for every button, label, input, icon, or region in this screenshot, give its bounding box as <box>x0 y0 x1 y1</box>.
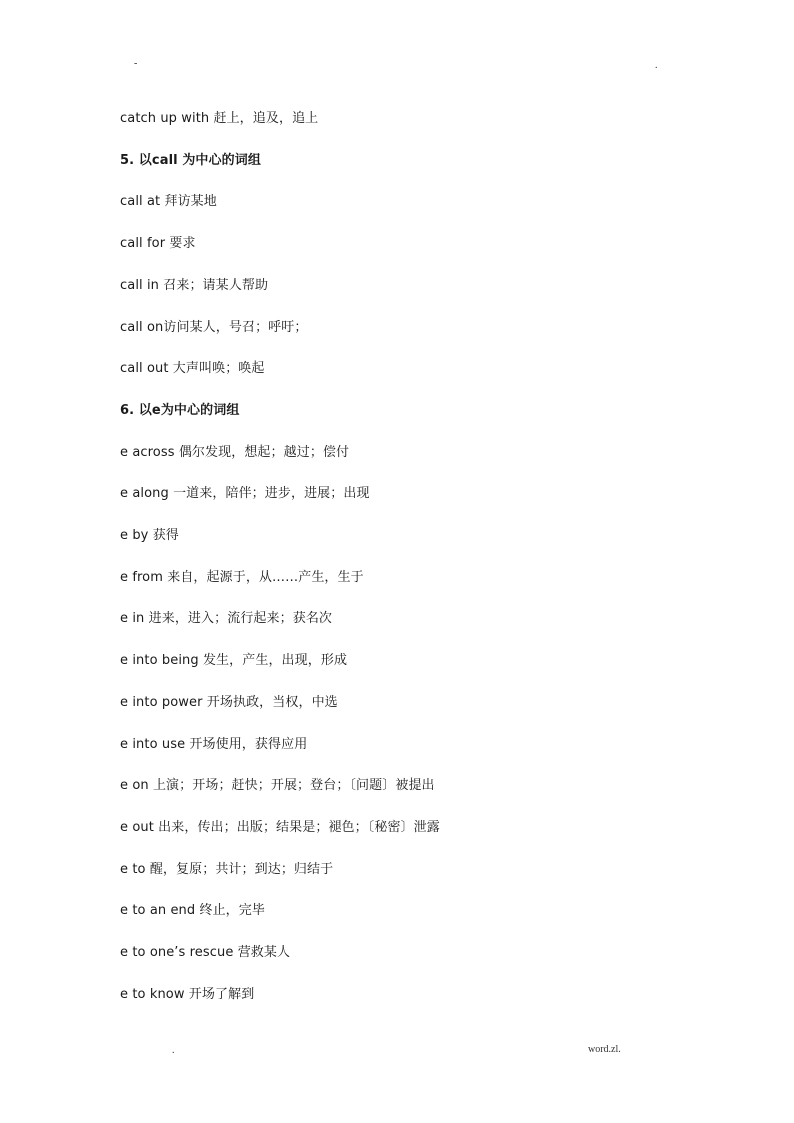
phrase-entry: call for 要求 <box>120 236 196 252</box>
phrase-entry: call on访问某人，号召；呼吁； <box>120 319 308 335</box>
phrase-entry: e along 一道来，陪伴；进步，进展；出现 <box>120 486 370 502</box>
phrase-entry: call in 召来；请某人帮助 <box>120 277 269 293</box>
phrase-entry: e into being 发生，产生，出现，形成 <box>120 653 348 669</box>
header-right-mark: . <box>655 60 658 71</box>
footer-right-mark: word.zl. <box>588 1044 621 1055</box>
phrase-entry: e to know 开场了解到 <box>120 986 255 1002</box>
phrase-entry: call at 拜访某地 <box>120 194 217 210</box>
footer-left-mark: . <box>172 1045 175 1056</box>
header-left-mark: - <box>134 58 138 69</box>
phrase-entry: e to an end 终止，完毕 <box>120 903 265 919</box>
phrase-entry: e out 出来，传出；出版；结果是；褪色；〔秘密〕泄露 <box>120 819 440 835</box>
phrase-entry: catch up with 赶上，追及，追上 <box>120 111 319 126</box>
section-heading: 5. 以call 为中心的词组 <box>120 152 261 168</box>
phrase-entry: e into power 开场执政，当权，中选 <box>120 694 338 710</box>
phrase-entry: e across 偶尔发现，想起；越过；偿付 <box>120 444 350 460</box>
phrase-entry: e by 获得 <box>120 528 179 543</box>
section-heading: 6. 以e为中心的词组 <box>120 402 240 418</box>
phrase-entry: call out 大声叫唤；唤起 <box>120 361 265 377</box>
phrase-entry: e into use 开场使用，获得应用 <box>120 736 308 752</box>
phrase-entry: e to 醒，复原；共计；到达；归结于 <box>120 861 334 877</box>
phrase-entry: e on 上演；开场；赶快；开展；登台；〔问题〕被提出 <box>120 778 435 794</box>
phrase-entry: e in 进来，进入；流行起来；获名次 <box>120 611 333 627</box>
phrase-entry: e to one’s rescue 营救某人 <box>120 945 291 960</box>
phrase-entry: e from 来自，起源于，从……产生，生于 <box>120 569 364 585</box>
